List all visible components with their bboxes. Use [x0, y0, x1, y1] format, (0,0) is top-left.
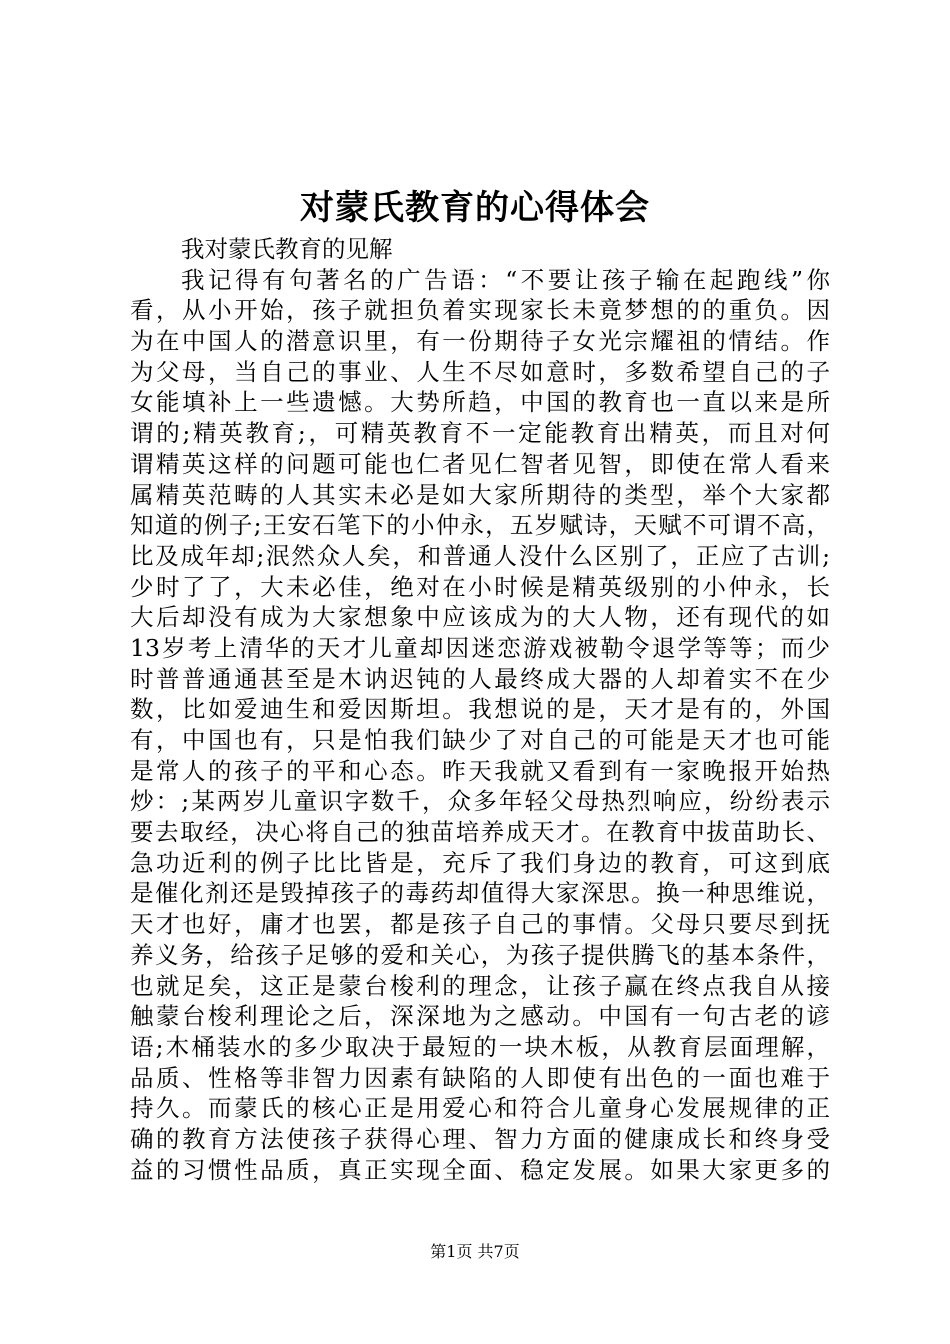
paragraph-line: 属精英范畴的人其实未必是如大家所期待的类型，举个大家都	[130, 480, 830, 509]
paragraph-line: 为在中国人的潜意识里，有一份期待子女光宗耀祖的情结。作	[130, 327, 830, 356]
paragraph-line: 要去取经，决心将自己的独苗培养成天才。在教育中拔苗助长、	[130, 818, 830, 847]
paragraph-line: 持久。而蒙氏的核心正是用爱心和符合儿童身心发展规律的正	[130, 1094, 830, 1123]
paragraph-line: 品质、性格等非智力因素有缺陷的人即使有出色的一面也难于	[130, 1063, 830, 1092]
paragraph-line: 13岁考上清华的天才儿童却因迷恋游戏被勒令退学等等；而少	[130, 633, 830, 662]
document-subtitle: 我对蒙氏教育的见解	[181, 235, 393, 263]
paragraph-line: 为父母，当自己的事业、人生不尽如意时，多数希望自己的子	[130, 357, 830, 386]
paragraph-line: 知道的例子;王安石笔下的小仲永，五岁赋诗，天赋不可谓不高，	[130, 511, 830, 540]
paragraph-line: 女能填补上一些遗憾。大势所趋，中国的教育也一直以来是所	[130, 388, 830, 417]
paragraph-line: 急功近利的例子比比皆是，充斥了我们身边的教育，可这到底	[130, 848, 830, 877]
paragraph-line: 触蒙台梭利理论之后，深深地为之感动。中国有一句古老的谚	[130, 1002, 830, 1031]
document-body	[130, 234, 830, 1185]
paragraph-line: 天才也好，庸才也罢，都是孩子自己的事情。父母只要尽到抚	[130, 910, 830, 939]
paragraph-line: 养义务，给孩子足够的爱和关心，为孩子提供腾飞的基本条件，	[130, 940, 830, 969]
paragraph-line: 炒：;某两岁儿童识字数千，众多年轻父母热烈响应，纷纷表示	[130, 787, 830, 816]
paragraph-line: 确的教育方法使孩子获得心理、智力方面的健康成长和终身受	[130, 1124, 830, 1153]
page-number: 第1页 共7页	[430, 1242, 520, 1261]
paragraph-line: 谓精英这样的问题可能也仁者见仁智者见智，即使在常人看来	[130, 449, 830, 478]
paragraph-line: 益的习惯性品质，真正实现全面、稳定发展。如果大家更多的	[130, 1155, 830, 1184]
paragraph-line: 我记得有句著名的广告语：“不要让孩子输在起跑线”你	[181, 265, 830, 294]
document-title: 对蒙氏教育的心得体会	[300, 188, 650, 228]
paragraph-line: 少时了了，大未必佳，绝对在小时候是精英级别的小仲永，长	[130, 572, 830, 601]
paragraph-line: 数，比如爱迪生和爱因斯坦。我想说的是，天才是有的，外国	[130, 695, 830, 724]
paragraph-line: 语;木桶装水的多少取决于最短的一块木板，从教育层面理解，	[130, 1032, 830, 1061]
paragraph-line: 是常人的孩子的平和心态。昨天我就又看到有一家晚报开始热	[130, 756, 830, 785]
paragraph-line: 时普普通通甚至是木讷迟钝的人最终成大器的人却着实不在少	[130, 664, 830, 693]
paragraph-line: 是催化剂还是毁掉孩子的毒药却值得大家深思。换一种思维说，	[130, 879, 830, 908]
paragraph-line: 大后却没有成为大家想象中应该成为的大人物，还有现代的如	[130, 603, 830, 632]
paragraph-line: 谓的;精英教育;，可精英教育不一定能教育出精英，而且对何	[130, 419, 830, 448]
paragraph-line: 看，从小开始，孩子就担负着实现家长未竟梦想的的重负。因	[130, 296, 830, 325]
paragraph-line: 比及成年却;泯然众人矣，和普通人没什么区别了，正应了古训;	[130, 541, 830, 570]
paragraph-line: 也就足矣，这正是蒙台梭利的理念，让孩子赢在终点我自从接	[130, 971, 830, 1000]
paragraph-line: 有，中国也有，只是怕我们缺少了对自己的可能是天才也可能	[130, 726, 830, 754]
